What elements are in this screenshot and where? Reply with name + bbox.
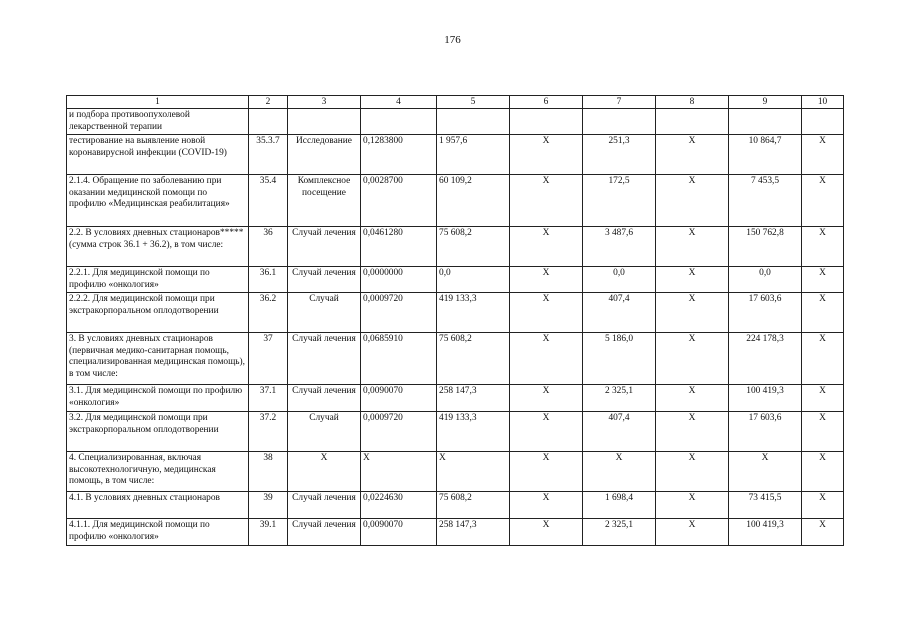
table-row (67, 519, 844, 546)
value-cell: 0,0000000 (361, 267, 437, 293)
unit-cell: Случай лечения (288, 333, 361, 385)
value-cell: 75 608,2 (437, 227, 510, 267)
value-cell: 5 186,0 (583, 333, 656, 385)
value-cell: 407,4 (583, 293, 656, 333)
unit-cell: X (288, 452, 361, 492)
row-description: 4.1.1. Для медицинской помощи по профилю «онкология» (67, 519, 249, 546)
value-cell: X (656, 385, 729, 412)
unit-cell (288, 109, 361, 135)
value-cell: X (802, 385, 844, 412)
value-cell (361, 109, 437, 135)
value-cell (656, 109, 729, 135)
table-row (67, 412, 844, 452)
value-cell: X (802, 175, 844, 227)
row-number: 35.3.7 (249, 135, 288, 175)
value-cell: X (656, 333, 729, 385)
column-header: 5 (437, 96, 510, 109)
row-description: 2.2. В условиях дневных стационаров***** (сумма строк 36.1 + 36.2), в том числе: (67, 227, 249, 267)
value-cell: X (510, 267, 583, 293)
value-cell: 419 133,3 (437, 293, 510, 333)
row-description: и подбора противоопухолевой лекарственной терапии (67, 109, 249, 135)
row-number: 37.1 (249, 385, 288, 412)
value-cell: 0,0009720 (361, 293, 437, 333)
table-row (67, 452, 844, 492)
value-cell: 0,0 (583, 267, 656, 293)
column-header: 3 (288, 96, 361, 109)
value-cell: X (437, 452, 510, 492)
value-cell: 419 133,3 (437, 412, 510, 452)
value-cell: 258 147,3 (437, 519, 510, 546)
value-cell: 3 487,6 (583, 227, 656, 267)
value-cell: 17 603,6 (729, 412, 802, 452)
value-cell: 224 178,3 (729, 333, 802, 385)
value-cell: 0,0090070 (361, 385, 437, 412)
column-header: 4 (361, 96, 437, 109)
unit-cell: Случай лечения (288, 492, 361, 519)
table-row (67, 109, 844, 135)
value-cell: 7 453,5 (729, 175, 802, 227)
value-cell: X (510, 227, 583, 267)
row-description: тестирование на выявление новой коронавирусной инфекции (COVID-19) (67, 135, 249, 175)
table-row (67, 333, 844, 385)
value-cell: X (656, 135, 729, 175)
value-cell: X (510, 385, 583, 412)
value-cell (437, 109, 510, 135)
value-cell (729, 109, 802, 135)
unit-cell: Исследование (288, 135, 361, 175)
column-header: 2 (249, 96, 288, 109)
value-cell: 17 603,6 (729, 293, 802, 333)
row-number: 37.2 (249, 412, 288, 452)
table-row (67, 492, 844, 519)
value-cell: 0,0685910 (361, 333, 437, 385)
table-row (67, 267, 844, 293)
value-cell: X (802, 333, 844, 385)
row-description: 2.1.4. Обращение по заболеванию при оказании медицинской помощи по профилю «Медицинская реабилитация» (67, 175, 249, 227)
unit-cell: Случай лечения (288, 267, 361, 293)
value-cell: 407,4 (583, 412, 656, 452)
value-cell: 1 957,6 (437, 135, 510, 175)
table-row (67, 175, 844, 227)
value-cell: 1 698,4 (583, 492, 656, 519)
value-cell: X (802, 293, 844, 333)
row-number: 36.2 (249, 293, 288, 333)
row-description: 3. В условиях дневных стационаров (первичная медико-санитарная помощь, специализированная медицинская помощь), в том числе: (67, 333, 249, 385)
page-number: 176 (444, 34, 461, 46)
row-description: 2.2.1. Для медицинской помощи по профилю «онкология» (67, 267, 249, 293)
value-cell: X (510, 519, 583, 546)
row-description: 2.2.2. Для медицинской помощи при экстракорпоральном оплодотворении (67, 293, 249, 333)
column-header: 6 (510, 96, 583, 109)
header-row (67, 96, 844, 109)
value-cell: X (656, 293, 729, 333)
value-cell: 60 109,2 (437, 175, 510, 227)
value-cell: X (656, 452, 729, 492)
value-cell: 0,0224630 (361, 492, 437, 519)
row-description: 3.1. Для медицинской помощи по профилю «онкология» (67, 385, 249, 412)
value-cell: X (656, 412, 729, 452)
unit-cell: Случай лечения (288, 227, 361, 267)
value-cell: X (510, 452, 583, 492)
value-cell: 73 415,5 (729, 492, 802, 519)
value-cell: 0,0090070 (361, 519, 437, 546)
value-cell: 150 762,8 (729, 227, 802, 267)
value-cell: X (510, 293, 583, 333)
value-cell: 10 864,7 (729, 135, 802, 175)
value-cell: 0,0028700 (361, 175, 437, 227)
column-header: 8 (656, 96, 729, 109)
column-header: 9 (729, 96, 802, 109)
value-cell (510, 109, 583, 135)
value-cell: X (510, 135, 583, 175)
value-cell: X (656, 492, 729, 519)
value-cell: X (802, 492, 844, 519)
value-cell: X (802, 519, 844, 546)
row-description: 4.1. В условиях дневных стационаров (67, 492, 249, 519)
row-number: 36.1 (249, 267, 288, 293)
value-cell: X (510, 492, 583, 519)
value-cell (583, 109, 656, 135)
value-cell: X (510, 333, 583, 385)
unit-cell: Случай (288, 412, 361, 452)
column-header: 7 (583, 96, 656, 109)
row-number: 39 (249, 492, 288, 519)
table-row (67, 385, 844, 412)
value-cell: 258 147,3 (437, 385, 510, 412)
table-row (67, 135, 844, 175)
value-cell: 251,3 (583, 135, 656, 175)
value-cell: 0,0009720 (361, 412, 437, 452)
value-cell: X (729, 452, 802, 492)
value-cell: 0,0 (437, 267, 510, 293)
unit-cell: Комплексное посещение (288, 175, 361, 227)
value-cell: X (510, 175, 583, 227)
column-header: 10 (802, 96, 844, 109)
value-cell: X (510, 412, 583, 452)
value-cell: X (656, 267, 729, 293)
unit-cell: Случай (288, 293, 361, 333)
row-number: 39.1 (249, 519, 288, 546)
data-table (66, 95, 844, 546)
value-cell: X (802, 412, 844, 452)
value-cell: 100 419,3 (729, 385, 802, 412)
row-description: 4. Специализированная, включая высокотехнологичную, медицинская помощь, в том числе: (67, 452, 249, 492)
value-cell: 100 419,3 (729, 519, 802, 546)
value-cell: 75 608,2 (437, 333, 510, 385)
value-cell: X (583, 452, 656, 492)
value-cell: 0,0 (729, 267, 802, 293)
row-number: 37 (249, 333, 288, 385)
value-cell: X (802, 452, 844, 492)
value-cell: 172,5 (583, 175, 656, 227)
value-cell: X (802, 227, 844, 267)
value-cell: 2 325,1 (583, 519, 656, 546)
value-cell: X (656, 227, 729, 267)
value-cell: 75 608,2 (437, 492, 510, 519)
row-description: 3.2. Для медицинской помощи при экстракорпоральном оплодотворении (67, 412, 249, 452)
value-cell: X (361, 452, 437, 492)
value-cell: X (656, 175, 729, 227)
row-number: 36 (249, 227, 288, 267)
value-cell: 2 325,1 (583, 385, 656, 412)
row-number (249, 109, 288, 135)
value-cell: 0,0461280 (361, 227, 437, 267)
table-row (67, 227, 844, 267)
value-cell: 0,1283800 (361, 135, 437, 175)
value-cell: X (656, 519, 729, 546)
row-number: 38 (249, 452, 288, 492)
unit-cell: Случай лечения (288, 519, 361, 546)
value-cell: X (802, 267, 844, 293)
value-cell: X (802, 135, 844, 175)
unit-cell: Случай лечения (288, 385, 361, 412)
table-row (67, 293, 844, 333)
row-number: 35.4 (249, 175, 288, 227)
value-cell (802, 109, 844, 135)
column-header: 1 (67, 96, 249, 109)
